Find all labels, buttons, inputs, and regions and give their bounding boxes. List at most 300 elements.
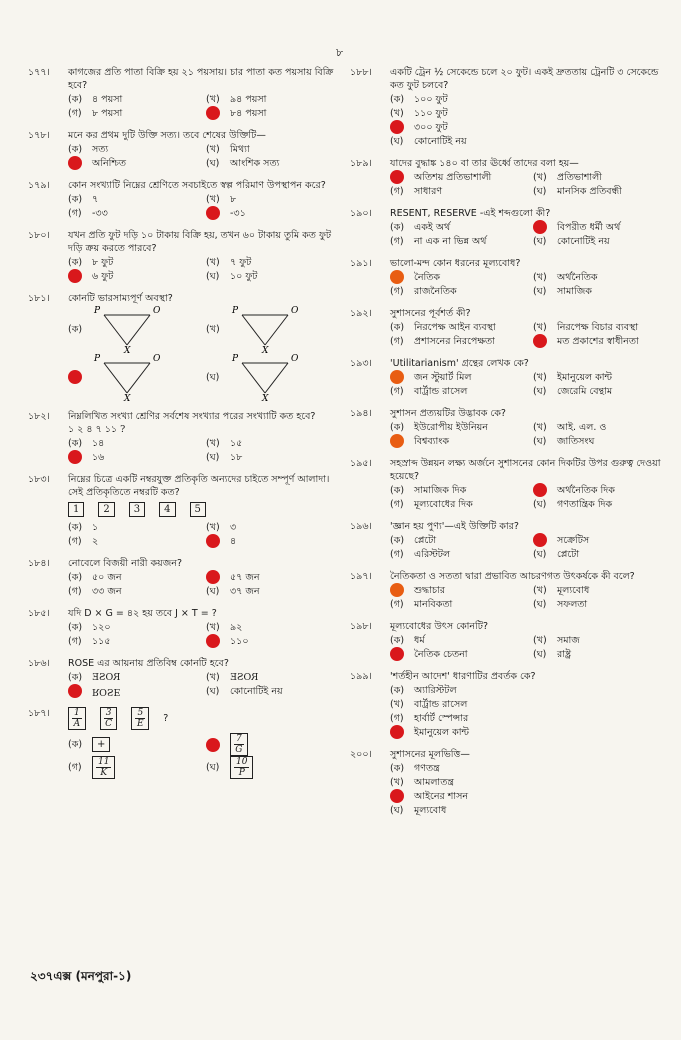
option-marker: (ক) — [68, 671, 83, 683]
option-text: -৩৩ — [92, 207, 108, 219]
option — [68, 156, 200, 170]
option-marker: (গ) — [68, 762, 82, 773]
option — [390, 270, 527, 284]
question-text: মনে কর প্রথম দুটি উক্তি সত্য। তবে শেষের উক্তিটি— — [68, 130, 266, 141]
triangle-edge — [127, 363, 150, 393]
option-marker: (ঘ) — [206, 371, 220, 383]
option-text: সফলতা — [557, 598, 588, 610]
options — [68, 520, 338, 548]
option-marker: (ক) — [68, 437, 83, 449]
option-marker: (ক) — [68, 93, 83, 105]
question-number: ১৭৮। — [28, 130, 50, 141]
options — [390, 370, 670, 398]
option-marker: (খ) — [533, 421, 547, 433]
answer-marked-dot — [206, 206, 220, 220]
answer-marked-dot — [390, 120, 404, 134]
option-text: নৈতিক — [414, 271, 441, 283]
option-text: নিরপেক্ষ বিচার ব্যবস্থা — [557, 321, 639, 333]
option-text: জাতিসংঘ — [557, 435, 595, 447]
option — [206, 142, 338, 156]
option-marker: (খ) — [206, 143, 220, 155]
option-text: বার্ট্রান্ড রাসেল — [414, 385, 468, 397]
option-marker: (গ) — [68, 107, 82, 119]
option — [533, 320, 670, 334]
question-text: RESENT, RESERVE -এই শব্দগুলো কী? — [390, 208, 551, 219]
answer-marked-dot — [533, 220, 547, 234]
answer-marked-dot — [206, 106, 220, 120]
option-text: ৮৪ পয়সা — [230, 107, 267, 119]
option — [533, 420, 670, 434]
option — [390, 320, 527, 334]
triangle-vertex-label: P — [232, 306, 239, 316]
option — [533, 384, 670, 398]
fraction-numerator: 1 — [74, 708, 80, 718]
right-column — [350, 66, 670, 826]
option-text: রাজনৈতিক — [414, 285, 457, 297]
figure-shape: 4 — [159, 502, 175, 517]
question-number: ১৮১। — [28, 293, 50, 304]
options — [390, 220, 670, 248]
option-marker: (খ) — [206, 93, 220, 105]
question-right-11 — [350, 670, 670, 739]
option — [390, 370, 527, 384]
option — [68, 436, 200, 450]
option-text: অনিশ্চিত — [92, 157, 126, 169]
triangle-vertex-label: X — [124, 394, 131, 401]
option — [206, 156, 338, 170]
question-left-0 — [28, 66, 338, 120]
fraction-denominator: E — [137, 719, 144, 729]
option — [68, 92, 200, 106]
question-number: ১৭৭। — [28, 67, 50, 78]
question-right-10 — [350, 620, 670, 661]
option-text: আইনের শাসন — [414, 790, 469, 802]
option — [68, 269, 200, 283]
option — [206, 620, 338, 634]
option-text: নিরপেক্ষ আইন ব্যবস্থা — [414, 321, 496, 333]
question-number: ১৯৪। — [350, 408, 372, 419]
option-text: আমলাতন্ত্র — [414, 776, 454, 788]
question-text: কোনটি ভারসাম্যপূর্ণ অবস্থা? — [68, 293, 173, 304]
question-text: নৈতিকতা ও সততা দ্বারা প্রভাবিত আচরণগত উৎকর্ষকে কী বলে? — [390, 571, 635, 582]
option-marker: (গ) — [390, 185, 404, 197]
option-text: সামাজিক — [557, 285, 592, 297]
option — [68, 620, 200, 634]
option-marker: (ক) — [390, 421, 405, 433]
option-text: ১০ ফুট — [230, 270, 258, 282]
option-text: ৩৩ জন — [92, 585, 122, 597]
options — [68, 670, 338, 698]
question-number: ১৮৩। — [28, 474, 50, 485]
option-text: সক্রেটিস — [557, 534, 590, 546]
option-text: ROSE — [92, 671, 121, 683]
option-marker: (খ) — [206, 323, 220, 335]
option-marker: (ক) — [68, 143, 83, 155]
footer-code: ২৩৭এক্স (মনপুরা-১) — [30, 969, 132, 983]
option-text: ৪ — [230, 535, 237, 547]
question-text: ROSE এর আয়নায় প্রতিবিম্ব কোনটি হবে? — [68, 658, 229, 669]
option-marker: (ক) — [68, 521, 83, 533]
option-marker: (ক) — [390, 221, 405, 233]
option-text: ১ — [92, 521, 99, 533]
triangle-diagram — [230, 305, 300, 353]
question-number: ১৮৬। — [28, 658, 50, 669]
option-text: ৬ ফুট — [92, 270, 114, 282]
question-number: ১৯২। — [350, 308, 372, 319]
option — [390, 583, 527, 597]
option — [533, 434, 670, 448]
question-text: একটি ট্রেন ½ সেকেন্ডে চলে ২০ ফুট। একই দ্রুততায় ট্রেনটি ৩ সেকেন্ডে কত ফুট চলবে? — [390, 67, 659, 91]
option-text: জেরেমি বেন্থাম — [557, 385, 613, 397]
option — [68, 534, 200, 548]
option-text: ৭ — [92, 193, 99, 205]
option-marker: (ক) — [68, 571, 83, 583]
option-marker: (খ) — [206, 437, 220, 449]
figure-shape: 2 — [98, 502, 114, 517]
option-marker: (গ) — [390, 235, 404, 247]
question-number: ১৮৫। — [28, 608, 50, 619]
option-marker: (ক) — [390, 484, 405, 496]
options — [390, 483, 670, 511]
option — [206, 570, 338, 584]
option-text: ১৫ — [230, 437, 243, 449]
option — [68, 670, 200, 684]
option-marker: (ক) — [390, 762, 405, 774]
option-text: একই অর্থ — [414, 221, 451, 233]
option-marker: (ঘ) — [206, 270, 220, 282]
option — [390, 234, 527, 248]
triangle-vertex-label: X — [262, 346, 269, 353]
option-text: নৈতিক চেতনা — [414, 648, 468, 660]
fraction-numerator: 10 — [236, 757, 248, 767]
option — [390, 633, 527, 647]
fraction-denominator: C — [105, 719, 113, 729]
figure-shape: 3 — [129, 502, 145, 517]
triangle-vertex-label: O — [291, 306, 299, 316]
option-text: ১১০ ফুট — [414, 107, 448, 119]
option — [68, 206, 200, 220]
fraction-numerator: 3 — [105, 708, 112, 718]
question-number: ১৯০। — [350, 208, 372, 219]
question-text: নিম্নের চিত্রে একটি নম্বরযুক্ত প্রতিকৃতি অন্যদের চাইতে সম্পূর্ণ আলাদা। সেই প্রতিকৃতিতে নম্বরটি কত? — [68, 474, 330, 498]
option — [533, 170, 670, 184]
fraction-numerator: 11 — [98, 757, 110, 767]
option-marker: (খ) — [206, 193, 220, 205]
option — [390, 789, 670, 803]
options — [68, 192, 338, 220]
option-text: ইউরোপীয় ইউনিয়ন — [414, 421, 488, 433]
option-marker: (ঘ) — [390, 135, 404, 147]
option — [206, 206, 338, 220]
option — [533, 220, 670, 234]
question-number: ১৯৩। — [350, 358, 372, 369]
option — [68, 255, 200, 269]
option — [206, 255, 338, 269]
option-marker: (খ) — [533, 371, 547, 383]
option — [68, 106, 200, 120]
answer-marked-dot — [390, 170, 404, 184]
option-text: -৩১ — [230, 207, 246, 219]
option-text: অর্থনৈতিক দিক — [557, 484, 615, 496]
triangle-edge — [127, 315, 150, 345]
option-marker: (ক) — [390, 634, 405, 646]
question-text: সুশাসনের মূলভিত্তি— — [390, 749, 470, 760]
plus-box: + — [92, 737, 110, 752]
option — [390, 761, 670, 775]
question-right-3 — [350, 257, 670, 298]
triangle-edge — [265, 363, 288, 393]
question-number: ১৮০। — [28, 230, 50, 241]
fraction-box — [131, 707, 149, 730]
question-text: সহস্রাব্দ উন্নয়ন লক্ষ্য অর্জনে সুশাসনের কোন দিকটির উপর গুরুত্ব দেওয়া হয়েছে? — [390, 458, 661, 482]
triangle-vertex-label: X — [262, 394, 269, 401]
option-marker: (ক) — [390, 684, 405, 696]
option — [533, 334, 670, 348]
option — [68, 634, 200, 648]
option-text: ১১৫ — [92, 635, 111, 647]
option — [390, 284, 527, 298]
question-number: ১৯৮। — [350, 621, 372, 632]
option-marker: (ক) — [68, 323, 83, 335]
option — [206, 92, 338, 106]
triangle-vertex-label: P — [94, 306, 101, 316]
option-marker: (খ) — [533, 271, 547, 283]
option — [390, 803, 670, 817]
answer-marked-dot — [206, 570, 220, 584]
shape-row — [68, 502, 338, 517]
option — [206, 756, 338, 779]
option-text: হার্বার্ট স্পেন্সার — [414, 712, 469, 724]
option-text: রাষ্ট্র — [557, 648, 572, 660]
option-marker: (ঘ) — [206, 762, 220, 773]
option — [206, 305, 338, 353]
option-text: ৮ — [230, 193, 237, 205]
question-left-10 — [28, 707, 338, 779]
option-text: ৮ পয়সা — [92, 107, 123, 119]
triangle-vertex-label: O — [153, 354, 161, 364]
option — [533, 597, 670, 611]
question-right-7 — [350, 457, 670, 511]
answer-marked-dot — [390, 789, 404, 803]
option-text: ৫০ জন — [92, 571, 122, 583]
option — [533, 184, 670, 198]
option-marker: (ক) — [68, 621, 83, 633]
option-text: ধর্ম — [414, 634, 425, 646]
option-text: ৮ ফুট — [92, 256, 114, 268]
option-text: ১৮ — [230, 451, 243, 463]
question-number: ২০০। — [350, 749, 372, 760]
option — [68, 684, 200, 698]
question-right-0 — [350, 66, 670, 148]
option-text: গণতন্ত্র — [414, 762, 440, 774]
option-text: কোনোটিই নয় — [557, 235, 610, 247]
option — [206, 353, 338, 401]
option — [390, 420, 527, 434]
option — [206, 684, 338, 698]
question-number: ১৯১। — [350, 258, 372, 269]
option-text: আই. এল. ও — [557, 421, 607, 433]
option — [68, 520, 200, 534]
fraction-denominator: P — [238, 768, 245, 778]
options — [390, 270, 670, 298]
triangle-diagram — [230, 353, 300, 401]
question-right-1 — [350, 157, 670, 198]
question-right-4 — [350, 307, 670, 348]
option-text: মূল্যবোধের দিক — [414, 498, 473, 510]
option-marker: (ঘ) — [533, 185, 547, 197]
option-marker: (গ) — [390, 598, 404, 610]
option-marker: (ঘ) — [533, 498, 547, 510]
options — [68, 92, 338, 120]
question-number: ১৮২। — [28, 411, 50, 422]
triangle-vertex-label: P — [94, 354, 101, 364]
option-text: না এক না ভিন্ন অর্থ — [414, 235, 487, 247]
fraction-denominator: K — [100, 768, 108, 778]
answer-marked-dot — [533, 334, 547, 348]
options — [68, 142, 338, 170]
option — [390, 106, 670, 120]
option — [390, 384, 527, 398]
triangle-edge — [242, 363, 265, 393]
triangle-vertex-label: O — [153, 306, 161, 316]
option — [390, 434, 527, 448]
options — [390, 683, 670, 739]
option-marker: (ঘ) — [206, 685, 220, 697]
answer-marked-dot — [68, 450, 82, 464]
option — [533, 583, 670, 597]
option-text: ১২০ — [92, 621, 111, 633]
question-left-8 — [28, 607, 338, 648]
option-text: ইমানুয়েল কান্ট — [557, 371, 613, 383]
fraction-box — [230, 733, 248, 756]
option — [206, 584, 338, 598]
option-text: ইমানুয়েল কান্ট — [414, 726, 470, 738]
option-text: বিশ্বব্যাংক — [414, 435, 449, 447]
option-text: ৯৪ পয়সা — [230, 93, 267, 105]
option-marker: (গ) — [390, 712, 404, 724]
option-marker: (খ) — [206, 671, 220, 683]
option — [390, 775, 670, 789]
option-text: বিপরীত ধর্মী অর্থ — [557, 221, 621, 233]
options — [390, 320, 670, 348]
option — [68, 570, 200, 584]
question-left-4 — [28, 292, 338, 401]
fraction-row — [68, 707, 338, 730]
answer-marked-dot — [206, 534, 220, 548]
option-marker: (গ) — [390, 385, 404, 397]
triangle-vertex-label: P — [232, 354, 239, 364]
option-marker: (ঘ) — [206, 585, 220, 597]
option-marker: (ঘ) — [533, 385, 547, 397]
options — [390, 170, 670, 198]
triangle-edge — [242, 315, 265, 345]
question-right-9 — [350, 570, 670, 611]
option-marker: (ঘ) — [390, 804, 404, 816]
question-mark: ? — [163, 713, 169, 724]
option-text: গণতান্ত্রিক দিক — [557, 498, 613, 510]
option-marker: (গ) — [390, 498, 404, 510]
question-text: নোবেলে বিজয়ী নারী কয়জন? — [68, 558, 182, 569]
option — [68, 756, 200, 779]
question-left-7 — [28, 557, 338, 598]
option-text: ১০০ ফুট — [414, 93, 448, 105]
option-text: প্রতিভাশালী — [557, 171, 602, 183]
question-text: কাগজের প্রতি পাতা বিক্রি হয় ২১ পয়সায়। চার পাতা কত পয়সায় বিক্রি হবে? — [68, 67, 334, 91]
option — [68, 305, 200, 353]
options — [390, 92, 670, 148]
answer-marked-dot — [533, 533, 547, 547]
question-number: ১৮৯। — [350, 158, 372, 169]
question-right-5 — [350, 357, 670, 398]
option — [68, 733, 200, 756]
option — [206, 192, 338, 206]
option-text: কোনোটিই নয় — [414, 135, 467, 147]
option — [390, 597, 527, 611]
option-text: ১১০ — [230, 635, 249, 647]
option — [390, 697, 670, 711]
figure-shape: 5 — [190, 502, 206, 517]
option-marker: (খ) — [390, 698, 404, 710]
option-marker: (গ) — [390, 548, 404, 560]
option-marker: (ক) — [68, 739, 83, 750]
option-text: অ্যারিস্টটল — [414, 684, 457, 696]
option-marker: (ঘ) — [533, 285, 547, 297]
option — [390, 334, 527, 348]
option-marker: (ঘ) — [533, 435, 547, 447]
question-number: ১৮৪। — [28, 558, 50, 569]
option-text: ৪ পয়সা — [92, 93, 123, 105]
option-marker: (ঘ) — [533, 598, 547, 610]
option-text: মূল্যবোধ — [414, 804, 447, 816]
options — [68, 255, 338, 283]
option-marker: (ঘ) — [533, 648, 547, 660]
question-text: 'শর্তহীন আদেশ' ধারণাটির প্রবর্তক কে? — [390, 671, 536, 682]
option — [68, 450, 200, 464]
option-marker: (ঘ) — [206, 451, 220, 463]
question-left-5 — [28, 410, 338, 464]
question-text: মূল্যবোধের উৎস কোনটি? — [390, 621, 488, 632]
question-text: সুশাসন প্রত্যয়টির উদ্ভাবক কে? — [390, 408, 506, 419]
triangle-diagram — [92, 353, 162, 401]
question-text: ভালো-মন্দ কোন ধরনের মূল্যবোধ? — [390, 258, 521, 269]
option — [68, 353, 200, 401]
option-marker: (খ) — [206, 621, 220, 633]
option-text: সত্য — [92, 143, 109, 155]
question-text: যখন প্রতি ফুট দড়ি ১০ টাকায় বিক্রি হয়, তখন ৬০ টাকায় তুমি কত ফুট দড়ি ক্রয় করতে পারবে? — [68, 230, 332, 254]
question-text: 'জ্ঞান হয় পুণ্য'—এই উক্তিটি কার? — [390, 521, 519, 532]
option-text: মানসিক প্রতিবন্ধী — [557, 185, 622, 197]
option-text: ৩০০ ফুট — [414, 121, 448, 133]
question-number: ১৯৬। — [350, 521, 372, 532]
option — [206, 534, 338, 548]
option — [533, 370, 670, 384]
option-marker: (ঘ) — [206, 157, 220, 169]
option-text: জন স্টুয়ার্ট মিল — [414, 371, 472, 383]
option — [206, 450, 338, 464]
number-series: ১ ২ ৪ ৭ ১১ ? — [68, 424, 126, 435]
question-text: 'Utilitarianism' গ্রন্থের লেখক কে? — [390, 358, 529, 369]
question-number: ১৮৭। — [28, 708, 50, 719]
option-marker: (খ) — [533, 634, 547, 646]
option — [390, 483, 527, 497]
question-text: নিম্নলিখিত সংখ্যা শ্রেণির সর্বশেষ সংখ্যার পরের সংখ্যাটি কত হবে? — [68, 411, 316, 422]
option-marker: (খ) — [206, 521, 220, 533]
option-text: অর্থনৈতিক — [557, 271, 598, 283]
question-left-2 — [28, 179, 338, 220]
option-marker: (ঘ) — [533, 235, 547, 247]
option-marker: (ক) — [68, 256, 83, 268]
options — [390, 633, 670, 661]
